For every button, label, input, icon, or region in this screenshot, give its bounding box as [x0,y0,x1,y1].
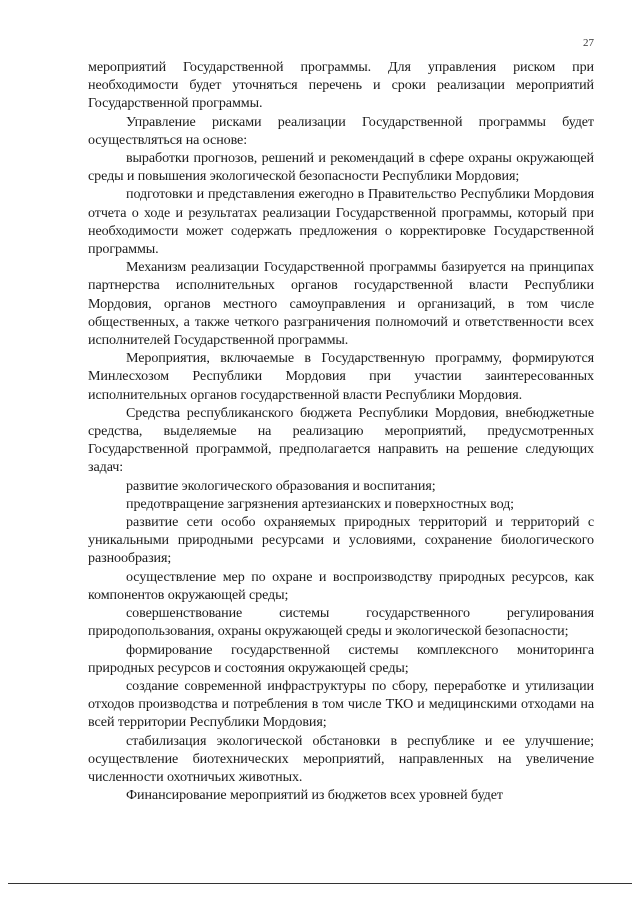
list-item: предотвращение загрязнения артезианских и поверхностных вод; [126,495,514,512]
list-item: формирование государственной системы комплексного мониторинга природных ресурсов и состояния окружающей среды; [88,641,594,676]
list-item: создание современной инфраструктуры по сбору, переработке и утилизации отходов производства и потребления в том числе ТКО и медицинскими отходами на всей территории Республики Мордовия; [88,677,594,731]
paragraph: Финансирование мероприятий из бюджетов всех уровней будет [126,787,503,804]
page-number: 27 [583,37,594,49]
paragraph: Средства республиканского бюджета Республики Мордовия, внебюджетные средства, выделяемые на реализацию мероприятий, предусмотренных Государственной программой, предполагается направить на решение следующих задач: [88,404,594,476]
document-body [88,58,594,804]
list-item: совершенствование системы государственного регулирования природопользования, охраны окружающей среды и экологической безопасности; [88,605,594,640]
paragraph: Мероприятия, включаемые в Государственную программу, формируются Минлесхозом Республики Мордовия при участии заинтересованных исполнительных органов государственной власти Республики Мордовия. [88,350,594,403]
paragraph: Механизм реализации Государственной программы базируется на принципах партнерства исполнительных органов государственной власти Республики Мордовия, органов местного самоуправления и организаций, в том числе общественных, а также четкого разграничения полномочий и ответственности всех исполнителей Государственной программы. [88,259,594,349]
list-item: стабилизация экологической обстановки в республике и ее улучшение; осуществление биотехнических мероприятий, направленных на увеличение численности охотничьих животных. [88,732,594,785]
list-item: развитие сети особо охраняемых природных территорий и территорий с уникальными природными ресурсами и условиями, сохранение биологического разнообразия; [88,514,594,567]
list-item: подготовки и представления ежегодно в Правительство Республики Мордовия отчета о ходе и результатах реализации Государственной программы, который при необходимости может содержать предложения о корректировке Государственной программы. [88,186,594,258]
list-item: развитие экологического образования и воспитания; [126,477,436,494]
list-item: выработки прогнозов, решений и рекомендаций в сфере охраны окружающей среды и повышения экологической безопасности Республики Мордовия; [88,150,594,185]
list-item: осуществление мер по охране и воспроизводству природных ресурсов, как компонентов окружающей среды; [88,568,594,603]
bottom-rule [8,883,632,884]
paragraph: Управление рисками реализации Государственной программы будет осуществляться на основе: [88,113,594,148]
paragraph: мероприятий Государственной программы. Для управления риском при необходимости будет уточняться перечень и сроки реализации мероприятий Государственной программы. [88,59,594,112]
